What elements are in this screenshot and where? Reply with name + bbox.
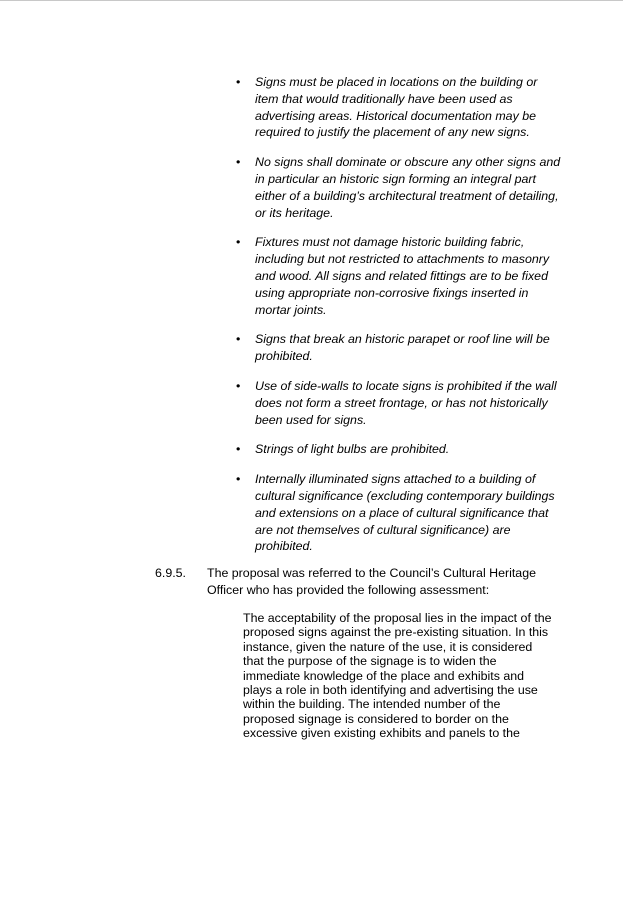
list-item (232, 234, 562, 318)
list-item-text: Use of side-walls to locate signs is prohibited if the wall does not form a street frontage, or has not historically been used for signs. (255, 378, 557, 427)
list-item (232, 378, 562, 428)
bullet-icon: • (236, 235, 241, 250)
signage-guidelines-list (232, 74, 562, 568)
list-item (232, 471, 562, 555)
bullet-icon: • (236, 75, 241, 89)
bullet-icon: • (236, 378, 241, 393)
bullet-icon: • (236, 472, 241, 487)
list-item-text: Internally illuminated signs attached to a building of cultural significance (excluding contemporary buildings and extensions on a place of cultural significance that are not themselves of cultural significance) are prohibited. (255, 472, 555, 554)
bullet-icon: • (236, 332, 241, 347)
list-item (232, 74, 562, 141)
list-item (232, 441, 562, 458)
section-text: The proposal was referred to the Council’s Cultural Heritage Officer who has provided the following assessment: (207, 566, 536, 597)
heritage-officer-assessment-quote: The acceptability of the proposal lies in the impact of the proposed signs against the pre-existing situation. In this instance, given the nature of the use, it is considered that the purpose of the signage is to widen the immediate knowledge of the place and exhibits and plays a role in both identifying and advertising the use within the building. The intended number of the proposed signage is considered to border on the excessive given existing exhibits and panels to the (243, 611, 552, 741)
section-number: 6.9.5. (155, 566, 187, 580)
page-top-border (0, 0, 623, 1)
list-item (232, 331, 562, 365)
list-item-text: Strings of light bulbs are prohibited. (255, 442, 450, 457)
list-item-text: No signs shall dominate or obscure any other signs and in particular an historic sign forming an integral part either of a building’s architectural treatment of detailing, or its heritage. (255, 155, 561, 220)
list-item (232, 154, 562, 221)
bullet-icon: • (236, 155, 241, 170)
bullet-icon: • (236, 442, 241, 457)
list-item-text: Signs must be placed in locations on the building or item that would traditionally have been used as advertising areas. Historical documentation may be required to justify the placement of any new signs. (255, 75, 538, 140)
list-item-text: Signs that break an historic parapet or roof line will be prohibited. (255, 332, 550, 364)
list-item-text: Fixtures must not damage historic building fabric, including but not restricted to attachments to masonry and wood. All signs and related fittings are to be fixed using appropriate non-corrosive fixings inserted in mortar joints. (255, 235, 550, 317)
